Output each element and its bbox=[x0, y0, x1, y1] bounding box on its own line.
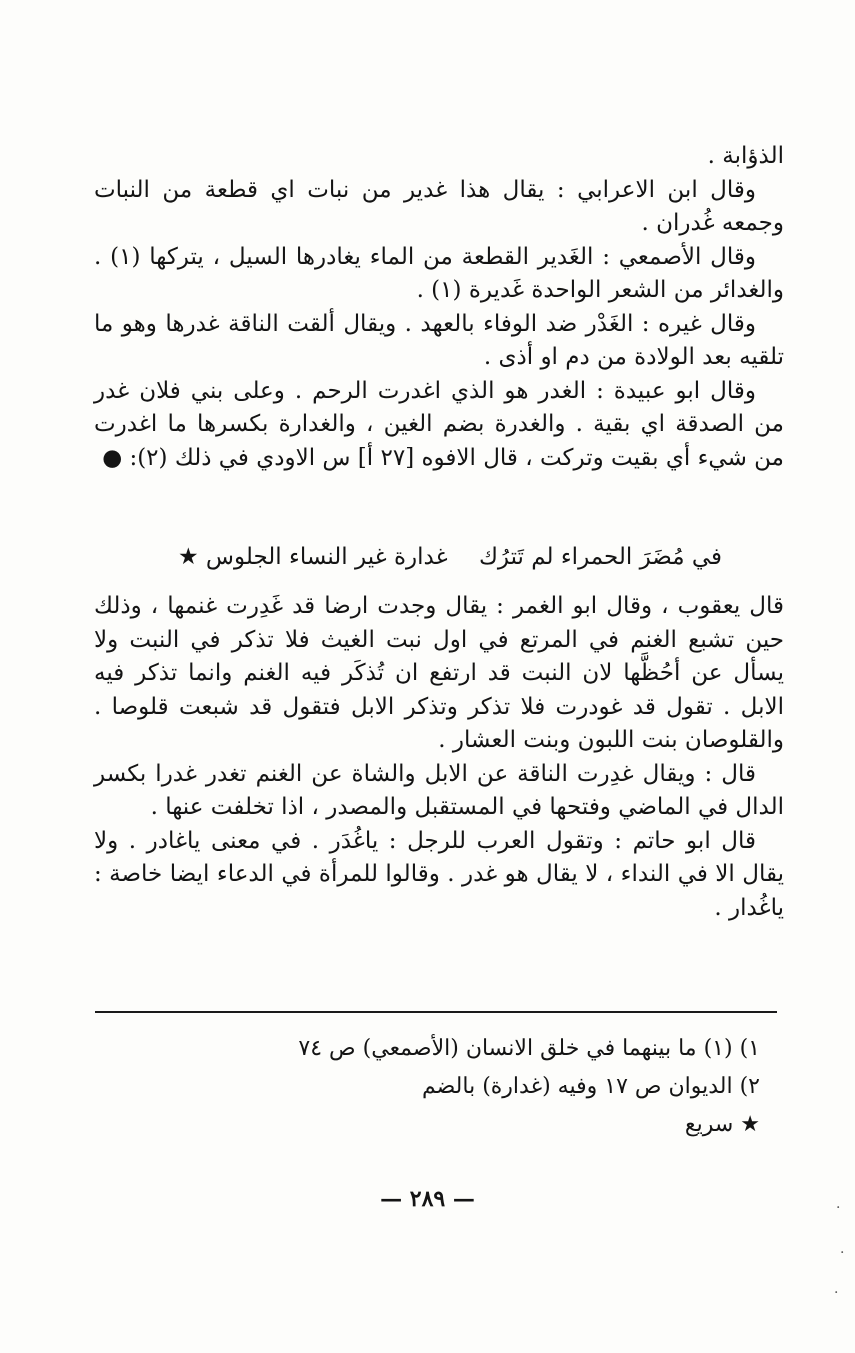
main-text-upper bbox=[94, 140, 784, 475]
footnote-divider bbox=[95, 1011, 777, 1013]
footnote-1: ١) (١) ما بينهما في خلق الانسان (الأصمعي) ص ٧٤ bbox=[298, 1036, 760, 1061]
footnote-2: ٢) الديوان ص ١٧ وفيه (غدارة) بالضم bbox=[421, 1074, 760, 1099]
paragraph-text: قال : ويقال غدِرت الناقة عن الابل والشاة عن الغنم تغدر غدرا بكسر الدال في الماضي وفتحها في المستقبل والمصدر ، اذا تخلفت عنها . bbox=[94, 760, 784, 820]
paragraph-text: قال ابو حاتم : وتقول العرب للرجل : ياغُدَر . في معنى ياغادر . ولا يقال الا في النداء ، لا يقال هو غدر . وقالوا للمرأة في الدعاء ايضا خاصة : ياغُدار . bbox=[94, 827, 784, 921]
paragraph-text: وقال الأصمعي : الغَدير القطعة من الماء يغادرها السيل ، يتركها (١) . والغدائر من الشعر الواحدة غَديرة (١) . bbox=[94, 243, 784, 303]
scan-speck: · bbox=[840, 1245, 845, 1261]
paragraph-3 bbox=[94, 241, 784, 308]
paragraph-text: وقال ابو عبيدة : الغدر هو الذي اغدرت الرحم . وعلى بني فلان غدر من الصدقة اي بقية . والغدرة بضم الغين ، والغدارة بكسرها ما اغدرت من شيء أي بقيت وتركت ، قال الافوه [٢٧ أ] س الاودي في ذلك (٢): ● bbox=[94, 377, 784, 471]
paragraph-8 bbox=[94, 825, 784, 926]
scan-speck: · bbox=[836, 1200, 841, 1216]
paragraph-text: وقال ابن الاعرابي : يقال هذا غدير من نبات اي قطعة من النبات وجمعه غُدران . bbox=[94, 176, 784, 236]
paragraph-2 bbox=[94, 174, 784, 241]
paragraph-5 bbox=[94, 375, 784, 476]
main-text-lower bbox=[94, 590, 784, 925]
poetry-verse bbox=[150, 544, 750, 578]
verse-hemistich-left: غدارة غير النساء الجلوس ★ bbox=[177, 544, 448, 570]
footnote-3: ★ سريع bbox=[684, 1112, 760, 1137]
paragraph-text: الذؤابة . bbox=[707, 143, 784, 169]
footnotes bbox=[160, 1030, 760, 1144]
paragraph-text: وقال غيره : الغَدْر ضد الوفاء بالعهد . ويقال ألقت الناقة غدرها وهو ما تلقيه بعد الولادة من دم او أذى . bbox=[94, 310, 784, 370]
verse-hemistich-right: في مُضَرَ الحمراء لم تَترُك bbox=[478, 544, 723, 570]
paragraph-6 bbox=[94, 590, 784, 758]
paragraph-4 bbox=[94, 308, 784, 375]
paragraph-7 bbox=[94, 758, 784, 825]
scan-speck: · bbox=[834, 1285, 839, 1301]
paragraph-text: قال يعقوب ، وقال ابو الغمر : يقال وجدت ارضا قد غَدِرت غنمها ، وذلك حين تشبع الغنم في المرتع في اول نبت الغيث فلا تذكر في النبت ولا يسأل عن أحُظَّها لان النبت قد ارتفع ان تُذكَر فيه الغنم وانما تذكر فيه الابل . تقول قد غودرت فلا تذكر وتذكر الابل فتقول قد شبعت قلوصا . والقلوصان بنت اللبون وبنت العشار . bbox=[94, 593, 784, 753]
paragraph-1 bbox=[94, 140, 784, 174]
page-number: — ٢٨٩ — bbox=[380, 1186, 475, 1212]
